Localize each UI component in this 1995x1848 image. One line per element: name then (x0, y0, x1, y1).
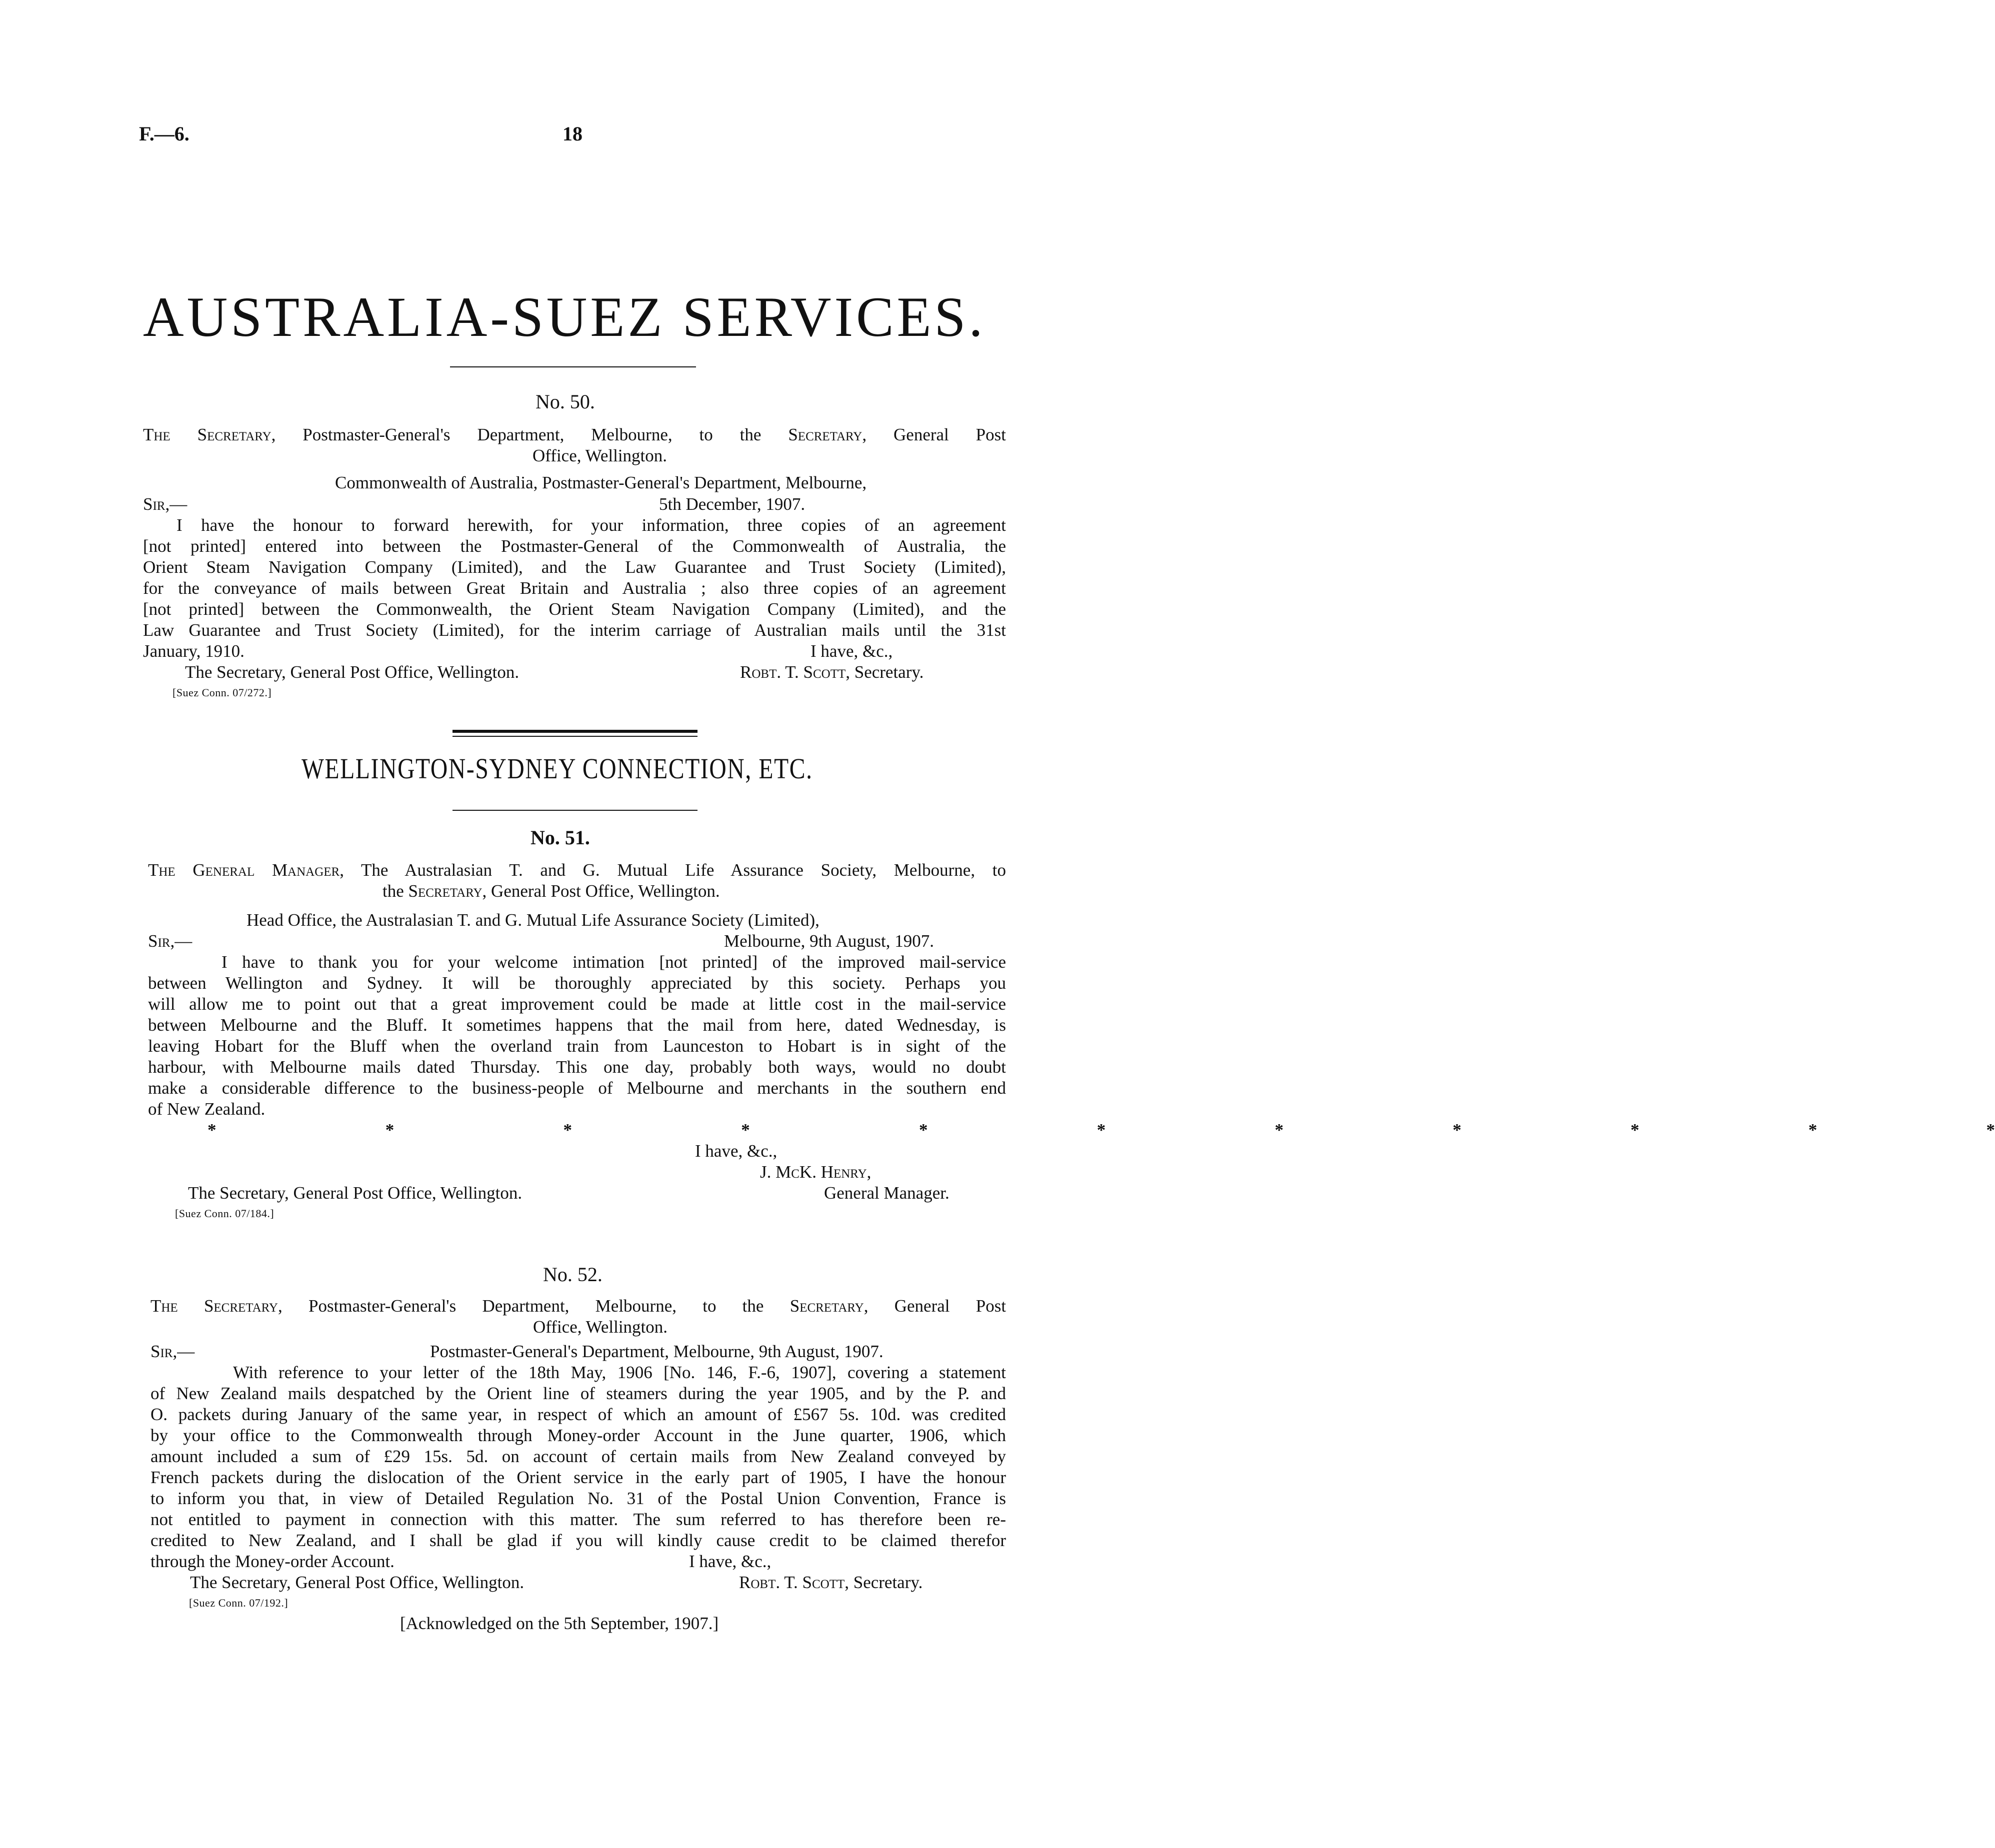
body-line: between Wellington and Sydney. It will be thoroughly appreciated by this society. Perhaps you (148, 973, 1006, 993)
closing: I have, &c., (810, 641, 893, 661)
body-line: make a considerable difference to the business-people of Melbourne and merchants in the southern end (148, 1078, 1006, 1098)
from-title: The Secretary, (150, 1296, 282, 1316)
letter-date: Melbourne, 9th August, 1907. (724, 931, 934, 951)
addressee: The Secretary, General Post Office, Wellington. (188, 1183, 522, 1203)
body-line: Law Guarantee and Trust Society (Limited), for the interim carriage of Australian mails until the 31st (143, 620, 1006, 640)
signature-title: Secretary. (853, 1573, 923, 1592)
letter-date: 5th December, 1907. (659, 494, 806, 514)
from-title: The General Manager, (148, 860, 344, 880)
body-line: harbour, with Melbourne mails dated Thursday. This one day, probably both ways, would no doubt (148, 1057, 1006, 1077)
body-line: With reference to your letter of the 18th May, 1906 [No. 146, F.-6, 1907], covering a statement (233, 1363, 1006, 1382)
letter-heading (143, 424, 1006, 445)
signature-title: General Manager. (824, 1183, 950, 1203)
section-title-rule (452, 810, 698, 811)
to-rest: General Post (894, 1296, 1006, 1316)
main-title: AUSTRALIA-SUEZ SERVICES. (143, 286, 986, 348)
body-line: through the Money-order Account. (150, 1552, 394, 1571)
signature-name: J. McK. Henry, (760, 1162, 872, 1182)
to-title: Secretary, (790, 1296, 868, 1316)
salutation: Sir,— (148, 931, 192, 951)
body-line: of New Zealand. (148, 1099, 266, 1119)
section-rule-thin (452, 736, 698, 737)
section-title: WELLINGTON-SYDNEY CONNECTION, ETC. (302, 752, 813, 785)
body-line: not entitled to payment in connection with this matter. The sum referred to has therefore been re- (150, 1510, 1006, 1529)
letter-heading-line2 (382, 881, 720, 902)
body-line: I have to thank you for your welcome intimation [not printed] of the improved mail-service (222, 952, 1006, 972)
letter-heading-line2: Office, Wellington. (532, 446, 668, 465)
from-title: The Secretary, (143, 425, 276, 444)
salutation: Sir,— (143, 494, 188, 514)
body-line: credited to New Zealand, and I shall be glad if you will kindly cause credit to be claimed therefor (150, 1531, 1006, 1550)
body-line: Orient Steam Navigation Company (Limited), and the Law Guarantee and Trust Society (Limited), (143, 557, 1006, 577)
body-line: [not printed] between the Commonwealth, the Orient Steam Navigation Company (Limited), and the (143, 599, 1006, 619)
from-org: Postmaster-General's Department, Melbourne, to the (302, 425, 762, 444)
to-rest: General Post (894, 425, 1006, 444)
body-line: [not printed] entered into between the Postmaster-General of the Commonwealth of Australia, the (143, 536, 1006, 556)
letter-heading (148, 860, 1006, 881)
to-title: Secretary, (408, 881, 487, 901)
body-line: O. packets during January of the same year, in respect of which an amount of £567 5s. 10d. was credited (150, 1405, 1006, 1424)
signature (739, 1572, 922, 1593)
closing: I have, &c., (689, 1552, 772, 1571)
page-code: F.—6. (139, 122, 190, 145)
body-line: between Melbourne and the Bluff. It sometimes happens that the mail from here, dated Wednesday, is (148, 1015, 1006, 1035)
letter-address: Head Office, the Australasian T. and G. Mutual Life Assurance Society (Limited), (246, 910, 820, 930)
file-reference: [Suez Conn. 07/272.] (172, 686, 272, 699)
to-title: Secretary, (788, 425, 867, 444)
body-line: of New Zealand mails despatched by the Orient line of steamers during the year 1905, and by the P. and (150, 1384, 1006, 1403)
body-line: amount included a sum of £29 15s. 5d. on account of certain mails from New Zealand conveyed by (150, 1447, 1006, 1466)
letter-date: Postmaster-General's Department, Melbourne, 9th August, 1907. (430, 1342, 884, 1361)
body-line: leaving Hobart for the Bluff when the overland train from Launceston to Hobart is in sight of the (148, 1036, 1006, 1056)
letter-heading-line2: Office, Wellington. (533, 1317, 668, 1337)
line2-prefix: the (382, 881, 404, 901)
signature-name: Robt. T. Scott, (740, 662, 850, 682)
body-line: January, 1910. (143, 641, 244, 661)
to-rest: General Post Office, Wellington. (491, 881, 720, 901)
addressee: The Secretary, General Post Office, Wellington. (185, 662, 520, 682)
omission-asterisks: * * * * * * * * * * * (208, 1120, 1995, 1140)
body-line: by your office to the Commonwealth through Money-order Account in the June quarter, 1906, which (150, 1426, 1006, 1445)
acknowledgement: [Acknowledged on the 5th September, 1907.] (400, 1614, 719, 1633)
from-org: The Australasian T. and G. Mutual Life Assurance Society, Melbourne, to (361, 860, 1006, 880)
letter-number: No. 52. (543, 1263, 602, 1286)
salutation: Sir,— (150, 1342, 195, 1361)
signature-name: Robt. T. Scott, (739, 1573, 849, 1592)
letter-number: No. 50. (536, 390, 595, 413)
letter-number: No. 51. (530, 826, 590, 849)
page-number: 18 (562, 122, 582, 145)
closing: I have, &c., (695, 1141, 778, 1161)
from-org: Postmaster-General's Department, Melbourne, to the (308, 1296, 764, 1316)
body-line: to inform you that, in view of Detailed Regulation No. 31 of the Postal Union Convention, France is (150, 1489, 1006, 1508)
file-reference: [Suez Conn. 07/192.] (189, 1597, 288, 1609)
body-line: for the conveyance of mails between Great Britain and Australia ; also three copies of an agreement (143, 578, 1006, 598)
body-line: I have the honour to forward herewith, for your information, three copies of an agreement (176, 515, 1006, 535)
body-line: French packets during the dislocation of the Orient service in the early part of 1905, I have the honour (150, 1468, 1006, 1487)
title-rule (450, 366, 696, 367)
addressee: The Secretary, General Post Office, Wellington. (190, 1573, 524, 1592)
signature-title: Secretary. (854, 662, 924, 682)
letter-heading (150, 1296, 1006, 1317)
body-line: will allow me to point out that a great improvement could be made at little cost in the mail-service (148, 994, 1006, 1014)
file-reference: [Suez Conn. 07/184.] (175, 1207, 274, 1220)
letter-address: Commonwealth of Australia, Postmaster-General's Department, Melbourne, (335, 473, 867, 492)
section-rule-thick (452, 730, 698, 733)
signature (740, 662, 924, 683)
